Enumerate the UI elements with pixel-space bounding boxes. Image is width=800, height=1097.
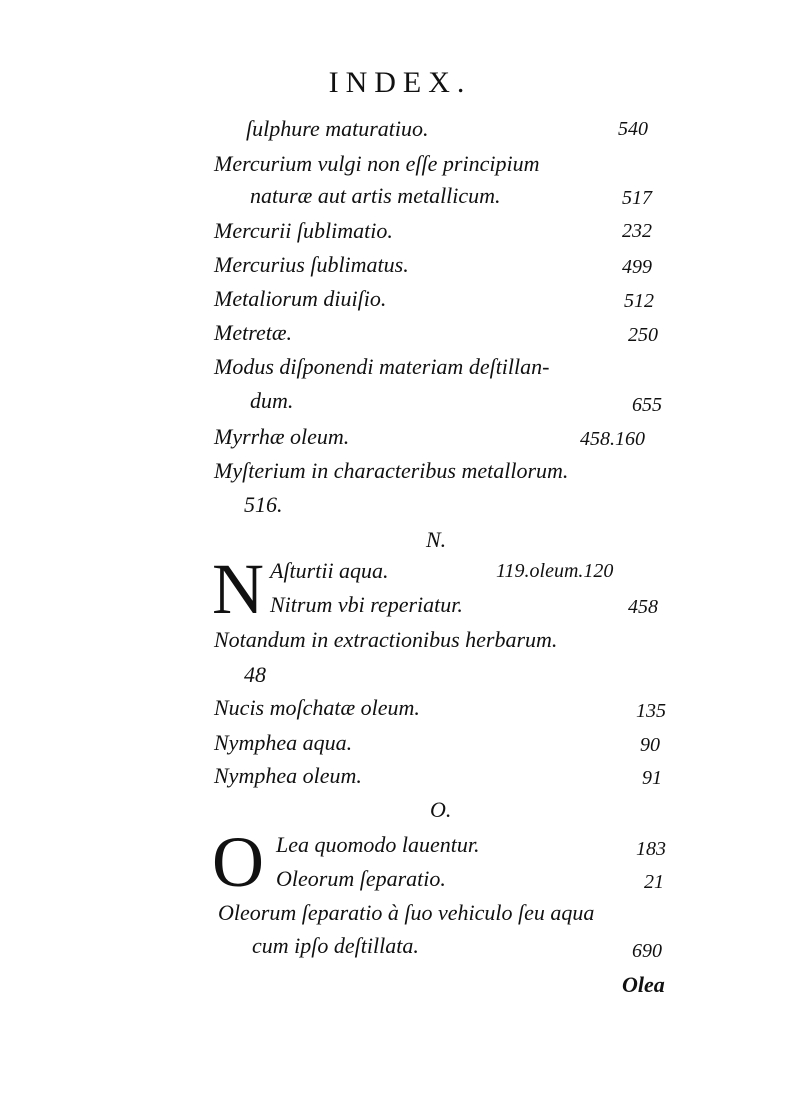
index-entry: Mercurium vulgi non eſſe principium [214,151,540,176]
index-entry: ſulphure maturatiuo. [246,116,429,141]
page-number: 517 [622,187,652,209]
index-entry: Nitrum vbi reperiatur. [270,592,463,617]
page-number: 119.oleum.120 [496,560,614,582]
page-number: 458.160 [580,428,645,450]
page-number: 91 [642,767,662,789]
page-number: 655 [632,394,662,416]
index-entry: cum ipſo deſtillata. [252,933,419,958]
index-entry: Oleorum ſeparatio. [276,866,446,891]
index-entry: Nymphea oleum. [214,763,362,788]
page-number: 540 [618,118,648,140]
page-number: 183 [636,838,666,860]
index-entry: 516. [244,492,283,517]
index-entry: Nucis moſchatæ oleum. [214,695,420,720]
index-entry: naturæ aut artis metallicum. [250,183,501,208]
index-entry: Lea quomodo lauentur. [276,832,480,857]
index-entry: Mercurius ſublimatus. [214,252,409,277]
index-entry: Metaliorum diuiſio. [214,286,387,311]
dropcap-o: O [212,822,264,902]
page-header: INDEX. [328,66,472,99]
catchword: Olea [622,972,665,997]
index-entry: Oleorum ſeparatio à ſuo vehiculo ſeu aqua [218,900,595,925]
index-entry: dum. [250,388,294,413]
index-entry: Myſterium in characteribus metallorum. [214,458,569,483]
section-heading-n: N. [426,527,447,552]
index-entry: Notandum in extractionibus herbarum. [214,627,558,652]
page-number: 690 [632,940,662,962]
page-number: 458 [628,596,658,618]
page-number: 21 [644,871,664,893]
page-number: 499 [622,256,652,278]
index-entry: 48 [244,662,266,687]
page-number: 90 [640,734,660,756]
index-entry: Metretæ. [214,320,292,345]
page-number: 135 [636,700,666,722]
page-number: 512 [624,290,654,312]
index-entry: Myrrhæ oleum. [214,424,350,449]
index-entry: Aſturtii aqua. [270,558,389,583]
page-number: 232 [622,220,652,242]
dropcap-n: N [212,549,264,629]
index-entry: Modus diſponendi materiam deſtillan- [214,354,550,379]
index-entry: Nymphea aqua. [214,730,353,755]
index-entry: Mercurii ſublimatio. [214,218,393,243]
page-number: 250 [628,324,658,346]
section-heading-o: O. [430,797,452,822]
